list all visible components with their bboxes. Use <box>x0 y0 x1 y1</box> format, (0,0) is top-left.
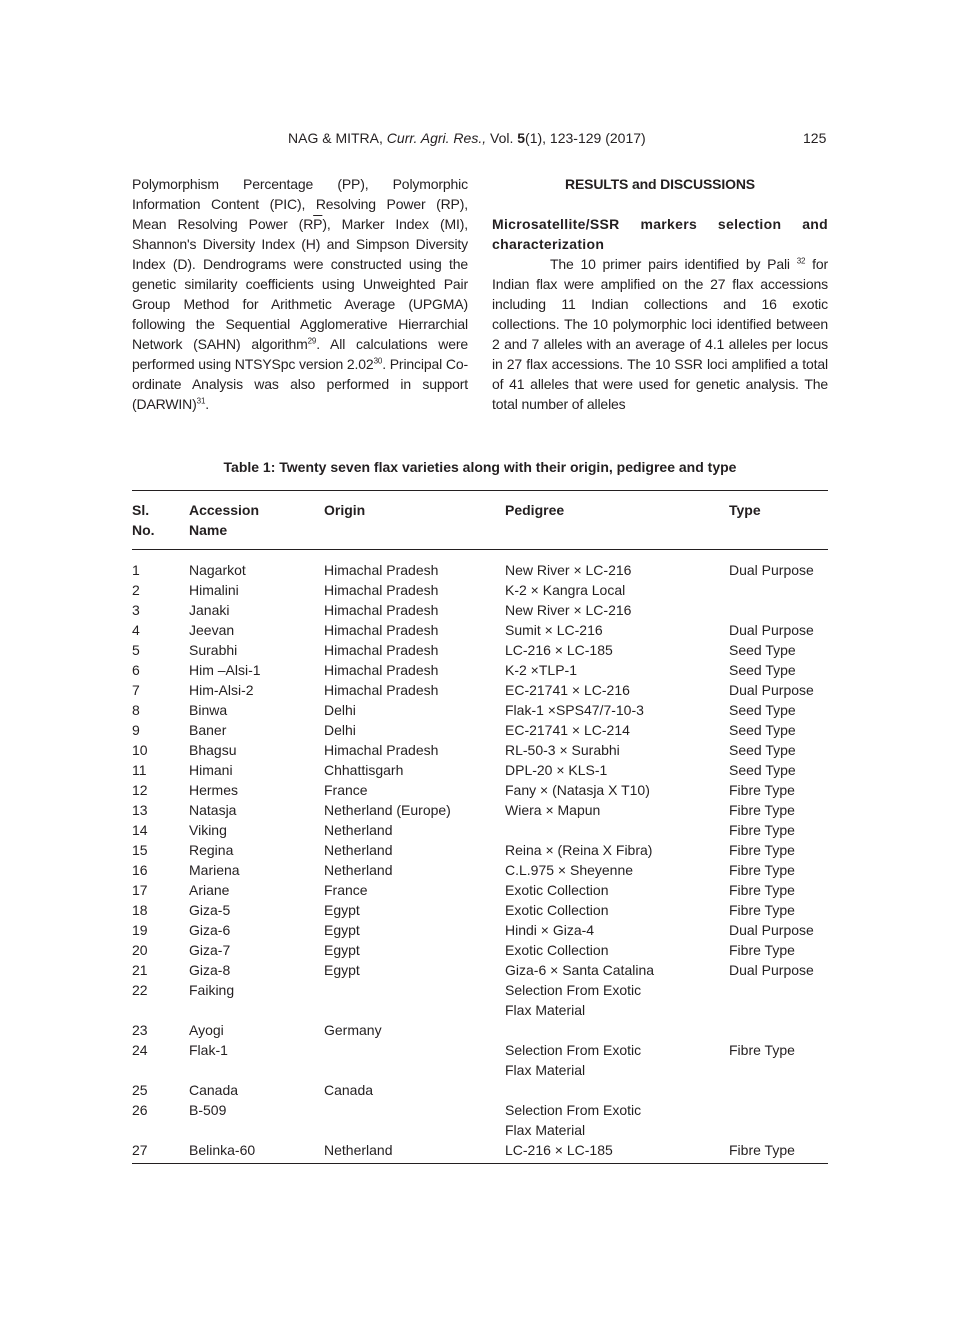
accession-cell: Viking <box>189 822 227 838</box>
origin-cell: Himachal Pradesh <box>324 662 439 678</box>
accession-cell: Him –Alsi-1 <box>189 662 261 678</box>
accession-cell: Him-Alsi-2 <box>189 682 254 698</box>
type-cell <box>729 600 828 620</box>
column-header: Type <box>729 502 761 518</box>
pedigree-cell: EC-21741 × LC-216 <box>505 682 630 698</box>
origin-cell: Himachal Pradesh <box>324 622 439 638</box>
type-cell: Dual Purpose <box>729 622 814 638</box>
sl-no-cell: 1 <box>132 562 140 578</box>
type-cell: Seed Type <box>729 742 796 758</box>
origin-cell: France <box>324 782 368 798</box>
table-row <box>132 760 828 780</box>
authors: NAG & MITRA, <box>288 130 387 146</box>
sl-no-cell: 25 <box>132 1082 148 1098</box>
table-row <box>132 700 828 720</box>
origin-cell <box>324 1040 505 1080</box>
accession-cell: Faiking <box>189 982 235 998</box>
pedigree-cell: Giza-6 × Santa Catalina <box>505 962 655 978</box>
citation-ref: 30 <box>373 356 383 366</box>
type-cell: Seed Type <box>729 662 796 678</box>
type-cell: Fibre Type <box>729 782 795 798</box>
issue-pages: (1), 123-129 (2017) <box>525 130 646 146</box>
origin-cell: Canada <box>324 1082 374 1098</box>
sl-no-cell: 27 <box>132 1142 148 1158</box>
table-row <box>132 740 828 760</box>
origin-cell: Himachal Pradesh <box>324 682 439 698</box>
sl-no-cell: 26 <box>132 1102 148 1118</box>
table-row <box>132 1080 828 1100</box>
type-cell: Dual Purpose <box>729 562 814 578</box>
origin-cell: Egypt <box>324 942 360 958</box>
origin-cell: Germany <box>324 1022 382 1038</box>
origin-cell <box>324 980 505 1020</box>
accession-cell: Natasja <box>189 802 237 818</box>
type-cell: Fibre Type <box>729 902 795 918</box>
origin-cell: Chhattisgarh <box>324 762 404 778</box>
origin-cell: Netherland <box>324 862 393 878</box>
table-row <box>132 1100 828 1140</box>
type-cell: Fibre Type <box>729 842 795 858</box>
pedigree-cell: Exotic Collection <box>505 942 609 958</box>
pedigree-cell: LC-216 × LC-185 <box>505 642 613 658</box>
sl-no-cell: 23 <box>132 1022 148 1038</box>
sl-no-cell: 16 <box>132 862 148 878</box>
journal-name: Curr. Agri. Res., <box>386 130 487 146</box>
accession-cell: Bhagsu <box>189 742 237 758</box>
type-cell: Dual Purpose <box>729 922 814 938</box>
right-column <box>492 174 828 414</box>
sl-no-cell: 9 <box>132 722 140 738</box>
accession-cell: Regina <box>189 842 234 858</box>
table-row <box>132 820 828 840</box>
origin-cell <box>324 1100 505 1140</box>
type-cell <box>729 1080 828 1100</box>
accession-cell: Giza-5 <box>189 902 231 918</box>
pedigree-cell: New River × LC-216 <box>505 562 632 578</box>
origin-cell: Egypt <box>324 962 360 978</box>
type-cell: Fibre Type <box>729 862 795 878</box>
type-cell: Fibre Type <box>729 822 795 838</box>
accession-cell: Giza-6 <box>189 922 231 938</box>
sl-no-cell: 3 <box>132 602 140 618</box>
sl-no-cell: 20 <box>132 942 148 958</box>
pedigree-cell: New River × LC-216 <box>505 602 632 618</box>
sl-no-cell: 22 <box>132 982 148 998</box>
sl-no-cell: 7 <box>132 682 140 698</box>
varieties-table <box>132 490 828 1164</box>
pedigree-cell: C.L.975 × Sheyenne <box>505 862 634 878</box>
type-cell: Dual Purpose <box>729 682 814 698</box>
type-cell: Seed Type <box>729 722 796 738</box>
accession-cell: Ayogi <box>189 1022 224 1038</box>
origin-cell: Himachal Pradesh <box>324 642 439 658</box>
table-row <box>132 1040 828 1080</box>
accession-cell: Janaki <box>189 602 230 618</box>
accession-cell: Surabhi <box>189 642 238 658</box>
accession-cell: Ariane <box>189 882 230 898</box>
type-cell: Fibre Type <box>729 942 795 958</box>
pedigree-cell: Wiera × Mapun <box>505 802 601 818</box>
accession-cell: Nagarkot <box>189 562 246 578</box>
sl-no-cell: 21 <box>132 962 148 978</box>
origin-cell: Himachal Pradesh <box>324 562 439 578</box>
accession-cell: Mariena <box>189 862 240 878</box>
pedigree-cell: LC-216 × LC-185 <box>505 1142 613 1158</box>
table-row <box>132 1020 828 1040</box>
sl-no-cell: 8 <box>132 702 140 718</box>
table-row <box>132 980 828 1020</box>
pedigree-cell: Fany × (Natasja X T10) <box>505 782 650 798</box>
pedigree-cell <box>505 1020 729 1040</box>
accession-cell: Canada <box>189 1082 239 1098</box>
origin-cell: Himachal Pradesh <box>324 742 439 758</box>
volume-label: Vol. <box>486 130 518 146</box>
pedigree-cell: Exotic Collection <box>505 882 609 898</box>
left-column <box>132 174 468 414</box>
accession-cell: Flak-1 <box>189 1042 228 1058</box>
pedigree-cell: Reina × (Reina X Fibra) <box>505 842 653 858</box>
sl-no-cell: 5 <box>132 642 140 658</box>
column-header: Pedigree <box>505 502 565 518</box>
type-cell <box>729 980 828 1020</box>
column-header: Accession Name <box>189 502 260 538</box>
accession-cell: Himalini <box>189 582 239 598</box>
methods-paragraph: Polymorphism Percentage (PP), Polymorphic Information Content (PIC), Resolving Power (RP), Mean Resolving Power $(R\overline{P})$, Marker Index (MI), Shannon's Diversity Index (H) and Simpson Diversity Index (D). Dendrograms were constructed using the genetic similarity coefficients using Unweighted Pair Group Method for Arithmetic Average (UPGMA) following the Sequential Agglomerative Hierrarchial Network (SAHN) algorithm$^{29}$. All calculations were performed using NTSYSpc version 2.02$^{30}$. Principal Co-ordinate Analysis was also performed in support (DARWIN)$^{31}$. <box>132 176 469 412</box>
pedigree-cell: Flak-1 ×SPS47/7-10-3 <box>505 702 644 718</box>
type-cell: Fibre Type <box>729 882 795 898</box>
results-paragraph: The 10 primer pairs identified by Pali $^{32}$ for Indian flax were amplified on the 27 flax accessions including 11 Indian collections and 16 exotic collections. The 10 polymorphic loci identified between 2 and 7 alleles with an average of 4.1 alleles per locus in 27 flax accessions. The 10 SSR loci amplified a total of 41 alleles that were used for genetic analysis. The total number of alleles <box>492 256 828 412</box>
accession-cell: Hermes <box>189 782 239 798</box>
table-row <box>132 600 828 620</box>
table-caption: Table 1: Twenty seven flax varieties along with their origin, pedigree and type <box>223 459 737 475</box>
accession-cell: Giza-8 <box>189 962 231 978</box>
table-row <box>132 800 828 820</box>
origin-cell: Netherland (Europe) <box>324 802 451 818</box>
table-row <box>132 660 828 680</box>
type-cell: Seed Type <box>729 642 796 658</box>
table-row <box>132 640 828 660</box>
table-row <box>132 560 828 580</box>
table-row <box>132 940 828 960</box>
citation-ref: 31 <box>196 396 206 406</box>
sl-no-cell: 10 <box>132 742 148 758</box>
accession-cell: B-509 <box>189 1102 227 1118</box>
table-row <box>132 840 828 860</box>
origin-cell: Egypt <box>324 902 360 918</box>
pedigree-cell: Selection From Exotic Flax Material <box>505 982 642 1018</box>
type-cell: Fibre Type <box>729 802 795 818</box>
origin-cell: Egypt <box>324 922 360 938</box>
sl-no-cell: 17 <box>132 882 148 898</box>
pedigree-cell: Exotic Collection <box>505 902 609 918</box>
table-row <box>132 900 828 920</box>
pedigree-cell: Hindi × Giza-4 <box>505 922 595 938</box>
table-row <box>132 580 828 600</box>
accession-cell: Belinka-60 <box>189 1142 256 1158</box>
sl-no-cell: 6 <box>132 662 140 678</box>
table-row <box>132 880 828 900</box>
type-cell: Seed Type <box>729 702 796 718</box>
sl-no-cell: 24 <box>132 1042 148 1058</box>
accession-cell: Binwa <box>189 702 228 718</box>
table-row <box>132 860 828 880</box>
origin-cell: Netherland <box>324 842 393 858</box>
pedigree-cell: K-2 × Kangra Local <box>505 582 626 598</box>
accession-cell: Jeevan <box>189 622 235 638</box>
origin-cell: Netherland <box>324 1142 393 1158</box>
origin-cell: Netherland <box>324 822 393 838</box>
pedigree-cell: RL-50-3 × Surabhi <box>505 742 620 758</box>
subsection-heading: Microsatellite/SSR markers selection and characterization <box>492 216 828 252</box>
table-row <box>132 960 828 980</box>
pedigree-cell: DPL-20 × KLS-1 <box>505 762 608 778</box>
column-header: Sl. No. <box>132 502 155 538</box>
sl-no-cell: 13 <box>132 802 148 818</box>
origin-cell: France <box>324 882 368 898</box>
volume-number: 5 <box>517 130 526 146</box>
pedigree-cell: EC-21741 × LC-214 <box>505 722 630 738</box>
accession-cell: Himani <box>189 762 233 778</box>
column-header: Origin <box>324 502 366 518</box>
accession-cell: Baner <box>189 722 227 738</box>
pedigree-cell: K-2 ×TLP-1 <box>505 662 577 678</box>
table-body <box>132 550 828 1163</box>
sl-no-cell: 14 <box>132 822 148 838</box>
type-cell <box>729 580 828 600</box>
pedigree-cell <box>505 820 729 840</box>
citation-ref: 32 <box>796 256 806 266</box>
section-heading: RESULTS and DISCUSSIONS <box>565 176 755 192</box>
type-cell <box>729 1020 828 1040</box>
type-cell: Fibre Type <box>729 1042 795 1058</box>
type-cell: Dual Purpose <box>729 962 814 978</box>
sl-no-cell: 11 <box>132 762 147 778</box>
table-row <box>132 620 828 640</box>
pedigree-cell: Sumit × LC-216 <box>505 622 603 638</box>
pedigree-cell: Selection From Exotic Flax Material <box>505 1102 642 1138</box>
pedigree-cell <box>505 1080 729 1100</box>
table-row <box>132 720 828 740</box>
origin-cell: Delhi <box>324 702 356 718</box>
sl-no-cell: 19 <box>132 922 148 938</box>
sl-no-cell: 18 <box>132 902 148 918</box>
sl-no-cell: 15 <box>132 842 148 858</box>
sl-no-cell: 12 <box>132 782 148 798</box>
origin-cell: Himachal Pradesh <box>324 582 439 598</box>
type-cell: Fibre Type <box>729 1142 795 1158</box>
origin-cell: Himachal Pradesh <box>324 602 439 618</box>
type-cell <box>729 1100 828 1140</box>
accession-cell: Giza-7 <box>189 942 231 958</box>
sl-no-cell: 4 <box>132 622 140 638</box>
type-cell: Seed Type <box>729 762 796 778</box>
sl-no-cell: 2 <box>132 582 140 598</box>
table-row <box>132 920 828 940</box>
table-row <box>132 680 828 700</box>
table-row <box>132 1140 828 1160</box>
citation-ref: 29 <box>307 336 317 346</box>
table-row <box>132 780 828 800</box>
citation-line <box>288 130 646 146</box>
page-number: 125 <box>803 130 827 146</box>
pedigree-cell: Selection From Exotic Flax Material <box>505 1042 642 1078</box>
origin-cell: Delhi <box>324 722 356 738</box>
table-header-row <box>132 491 828 549</box>
